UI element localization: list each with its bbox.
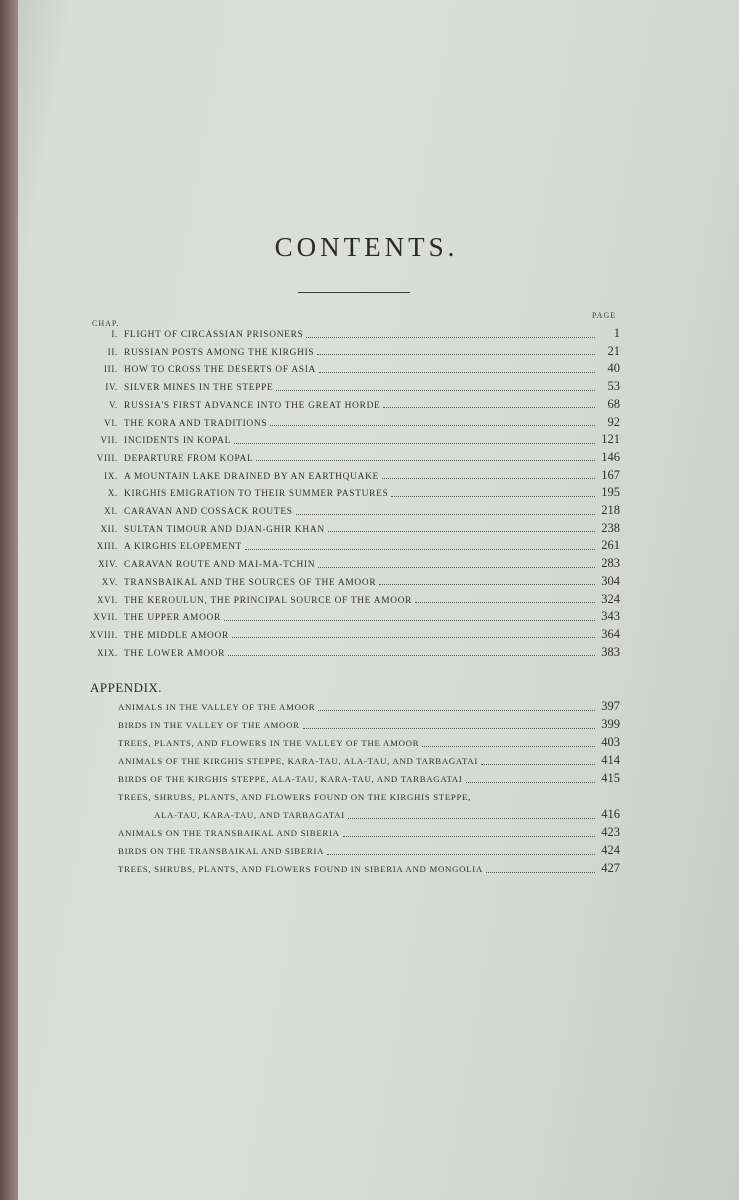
appendix-row [118, 735, 620, 751]
appendix-entry-title: TREES, PLANTS, AND FLOWERS IN THE VALLEY OF THE AMOOR [118, 738, 420, 748]
chapter-number: XIII. [96, 541, 118, 552]
chapter-number: III. [103, 364, 118, 375]
chapter-number: II. [107, 346, 118, 357]
dot-leader [318, 710, 595, 711]
chapter-row [18, 538, 620, 554]
chapter-row [18, 468, 620, 484]
dot-leader [318, 567, 595, 568]
appendix-entry-title: TREES, SHRUBS, PLANTS, AND FLOWERS FOUND IN SIBERIA AND MONGOLIA [118, 864, 483, 874]
chapter-number: VIII. [96, 452, 118, 463]
chapter-title: TRANSBAIKAL AND THE SOURCES OF THE AMOOR [124, 577, 377, 588]
chapter-row [18, 503, 620, 519]
appendix-page-number: 403 [601, 735, 620, 749]
appendix-row [118, 861, 620, 877]
appendix-row [118, 843, 620, 859]
chapter-row [18, 344, 620, 360]
appendix-page-number: 415 [601, 771, 620, 785]
book-spine-edge [0, 0, 18, 1200]
book-page [18, 0, 739, 1200]
dot-leader [481, 764, 595, 765]
chapter-page-number: 324 [601, 591, 620, 606]
appendix-entry-title: TREES, SHRUBS, PLANTS, AND FLOWERS FOUND ON THE KIRGHIS STEPPE, [118, 792, 472, 802]
chapter-number: IV. [105, 382, 118, 393]
appendix-row [154, 807, 620, 823]
chapter-title: SILVER MINES IN THE STEPPE [124, 383, 274, 394]
appendix-row [118, 771, 620, 787]
chapter-row [18, 627, 620, 643]
chapter-page-number: 40 [607, 361, 620, 376]
chapter-row [18, 450, 620, 466]
appendix-entry-title: ANIMALS ON THE TRANSBAIKAL AND SIBERIA [118, 828, 340, 838]
chapter-title: CARAVAN AND COSSACK ROUTES [124, 507, 293, 517]
appendix-page-number: 416 [601, 807, 620, 821]
chapter-title: THE KORA AND TRADITIONS [124, 418, 268, 429]
appendix-heading: APPENDIX. [90, 680, 163, 695]
dot-leader [466, 782, 596, 783]
chapter-title: SULTAN TIMOUR AND DJAN-GHIR KHAN [124, 524, 325, 535]
chapter-row [18, 361, 620, 377]
chapter-page-number: 167 [601, 467, 620, 482]
page-column-header: PAGE [592, 311, 617, 320]
chapter-page-number: 53 [607, 379, 620, 394]
dot-leader [391, 496, 595, 497]
chapter-page-number: 383 [601, 644, 620, 659]
appendix-page-number: 414 [601, 753, 620, 767]
chapter-row [18, 432, 620, 448]
chapter-page-number: 121 [601, 432, 620, 447]
dot-leader [256, 460, 595, 461]
chapter-title: CARAVAN ROUTE AND MAI-MA-TCHIN [124, 560, 316, 571]
chapter-number: XIV. [98, 559, 118, 570]
dot-leader [296, 514, 595, 515]
dot-leader [422, 746, 595, 747]
chapter-title: THE KEROULUN, THE PRINCIPAL SOURCE OF THE AMOOR [124, 595, 413, 606]
chapter-title: KIRGHIS EMIGRATION TO THEIR SUMMER PASTURES [124, 489, 389, 500]
chapter-page-number: 238 [601, 520, 620, 535]
chapter-number: XVIII. [89, 629, 118, 640]
appendix-page-number: 427 [601, 861, 620, 875]
dot-leader [383, 407, 595, 408]
chapter-row [18, 645, 620, 661]
appendix-entry-title: ANIMALS IN THE VALLEY OF THE AMOOR [118, 702, 316, 712]
dot-leader [319, 372, 595, 373]
appendix-row [118, 699, 620, 715]
chapter-row [18, 609, 620, 625]
chapter-number: I. [111, 329, 118, 339]
chapter-number: X. [107, 488, 118, 499]
chapter-title: THE UPPER AMOOR [124, 613, 221, 624]
dot-leader [270, 425, 595, 426]
chapter-page-number: 1 [613, 326, 620, 340]
chapter-number: XII. [100, 523, 118, 534]
chapter-row [18, 485, 620, 501]
dot-leader [382, 478, 595, 479]
chapter-number: XVII. [93, 612, 118, 623]
chapter-row [18, 592, 620, 608]
dot-leader [276, 390, 595, 391]
title-rule [298, 292, 410, 293]
chapter-page-number: 283 [601, 556, 620, 571]
dot-leader [348, 818, 595, 819]
dot-leader [327, 854, 595, 855]
chapter-title: A KIRGHIS ELOPEMENT [124, 542, 242, 553]
chapter-column-header: CHAP. [92, 319, 120, 328]
appendix-row [118, 753, 620, 769]
chapter-number: XVI. [96, 594, 118, 605]
chapter-title: DEPARTURE FROM KOPAL [124, 453, 254, 464]
dot-leader [379, 584, 595, 585]
dot-leader [224, 620, 595, 621]
appendix-page-number: 424 [601, 843, 620, 857]
dot-leader [415, 602, 595, 603]
chapter-number: XV. [101, 576, 118, 587]
dot-leader [234, 443, 595, 444]
dot-leader [328, 531, 595, 532]
chapter-page-number: 68 [607, 396, 620, 411]
appendix-page-number: 423 [601, 825, 620, 839]
dot-leader [228, 655, 595, 656]
chapter-page-number: 364 [601, 626, 620, 641]
chapter-number: XI. [104, 506, 118, 516]
appendix-entry-title: BIRDS OF THE KIRGHIS STEPPE, ALA-TAU, KARA-TAU, AND TARBAGATAI [118, 774, 463, 784]
chapter-title: RUSSIAN POSTS AMONG THE KIRGHIS [124, 347, 315, 358]
dot-leader [343, 836, 595, 837]
appendix-page-number: 399 [601, 717, 620, 731]
page-title: CONTENTS. [274, 232, 459, 262]
chapter-title: THE LOWER AMOOR [124, 648, 226, 659]
chapter-row [18, 556, 620, 572]
chapter-title: HOW TO CROSS THE DESERTS OF ASIA [124, 365, 317, 376]
dot-leader [303, 728, 595, 729]
appendix-entry-title: BIRDS ON THE TRANSBAIKAL AND SIBERIA [118, 846, 325, 856]
chapter-page-number: 218 [601, 503, 620, 517]
chapter-number: V. [109, 399, 118, 410]
chapter-page-number: 261 [601, 538, 620, 553]
chapter-page-number: 343 [601, 609, 620, 624]
chapter-row [18, 379, 620, 395]
chapter-page-number: 92 [607, 414, 620, 429]
chapter-page-number: 304 [601, 573, 620, 588]
appendix-entry-title: BIRDS IN THE VALLEY OF THE AMOOR [118, 720, 300, 730]
dot-leader [245, 549, 595, 550]
dot-leader [486, 872, 595, 873]
chapter-row [18, 415, 620, 431]
chapter-title: INCIDENTS IN KOPAL [124, 436, 232, 447]
appendix-page-number: 397 [601, 699, 620, 713]
dot-leader [306, 337, 595, 338]
chapter-title: A MOUNTAIN LAKE DRAINED BY AN EARTHQUAKE [124, 471, 379, 482]
chapter-row [18, 326, 620, 342]
chapter-page-number: 21 [607, 343, 620, 358]
chapter-number: IX. [104, 470, 118, 481]
chapter-number: VI. [104, 417, 118, 428]
appendix-entry-continuation: ALA-TAU, KARA-TAU, AND TARBAGATAI [154, 810, 345, 820]
chapter-page-number: 195 [601, 485, 620, 500]
appendix-entry-title: ANIMALS OF THE KIRGHIS STEPPE, KARA-TAU, ALA-TAU, AND TARBAGATAI [118, 756, 479, 766]
appendix-row [118, 825, 620, 841]
chapter-title: FLIGHT OF CIRCASSIAN PRISONERS [124, 330, 304, 340]
appendix-row [118, 717, 620, 733]
chapter-row [18, 397, 620, 413]
chapter-title: THE MIDDLE AMOOR [124, 630, 229, 641]
chapter-row [18, 521, 620, 537]
chapter-row [18, 574, 620, 590]
dot-leader [232, 637, 595, 638]
chapter-page-number: 146 [601, 449, 620, 464]
chapter-number: XIX. [96, 647, 118, 658]
dot-leader [317, 354, 595, 355]
chapter-title: RUSSIA'S FIRST ADVANCE INTO THE GREAT HORDE [124, 400, 381, 411]
chapter-number: VII. [100, 435, 118, 446]
